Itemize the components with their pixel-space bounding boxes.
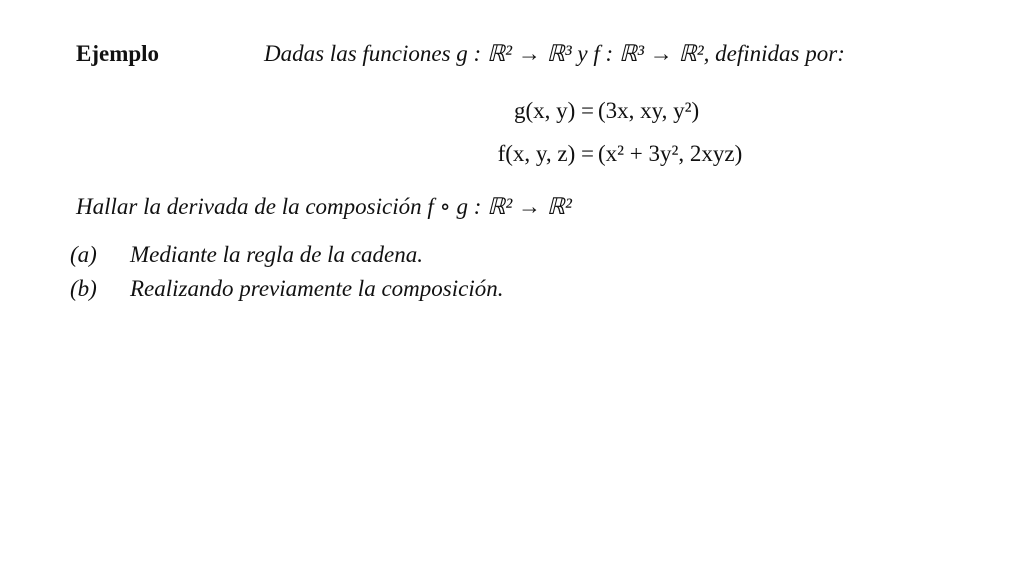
equation-f-rhs: (x² + 3y², 2xyz) [598, 141, 743, 166]
list-item-text: Realizando previamente la composición. [130, 276, 504, 301]
equation-g-rhs: (3x, xy, y²) [598, 98, 700, 123]
equation-g-lhs: g(x, y) = [513, 98, 594, 123]
intro-text: Dadas las funciones g : ℝ² → ℝ³ y f : ℝ³ → ℝ², definidas por: [264, 41, 845, 66]
task-statement: Hallar la derivada de la composición f ∘ g : ℝ² → ℝ² [76, 194, 572, 219]
list-item-a [70, 242, 423, 268]
list-item-text: Mediante la regla de la cadena. [130, 242, 423, 267]
list-item-marker: (b) [70, 276, 97, 301]
list-item-b [70, 276, 503, 302]
list-item-marker: (a) [70, 242, 97, 267]
equation-f-lhs: f(x, y, z) = [497, 141, 594, 166]
example-heading: Ejemplo [76, 41, 160, 66]
